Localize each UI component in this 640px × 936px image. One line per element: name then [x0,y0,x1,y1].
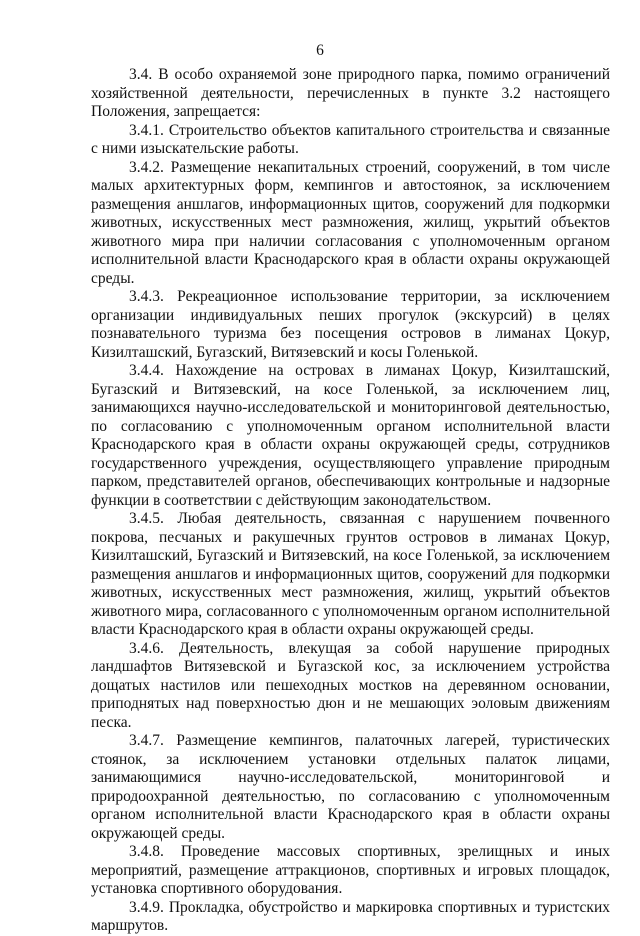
paragraph-3-4-1: 3.4.1. Строительство объектов капитального строительства и связанные с ними изыскательские работы. [91,121,610,157]
paragraph-3-4: 3.4. В особо охраняемой зоне природного парка, помимо ограничений хозяйственной деятельности, перечисленных в пункте 3.2 настоящего Положения, запрещается: [91,66,610,120]
paragraph-3-4-9: 3.4.9. Прокладка, обустройство и маркировка спортивных и туристских маршрутов. [91,898,610,934]
page-number: 6 [316,42,324,59]
paragraph-3-4-2: 3.4.2. Размещение некапитальных строений, сооружений, в том числе малых архитектурных форм, кемпингов и автостоянок, за исключением размещения аншлагов, информационных щитов, сооружений для подкормки животных, искусственных мест размножения, жилищ, укрытий объектов животного мира при наличии согласования с уполномоченным органом исполнительной власти Краснодарского края в области охраны окружающей среды. [91,158,610,287]
paragraph-3-4-6: 3.4.6. Деятельность, влекущая за собой нарушение природных ландшафтов Витязевской и Бугазской кос, за исключением устройства дощатых настилов или пешеходных мостков на деревянном основании, приподнятых над поверхностью дюн и не мешающих эоловым движениям песка. [91,639,610,731]
paragraph-3-4-5: 3.4.5. Любая деятельность, связанная с нарушением почвенного покрова, песчаных и ракушечных грунтов островов в лиманах Цокур, Кизилташский, Бугазский и Витязевский, на косе Голенькой, за исключением размещения аншлагов и информационных щитов, сооружений для подкормки животных, искусственных мест размножения, жилищ, укрытий объектов животного мира, согласованного с уполномоченным органом исполнительной власти Краснодарского края в области охраны окружающей среды. [91,510,610,638]
paragraph-3-4-4: 3.4.4. Нахождение на островах в лиманах Цокур, Кизилташский, Бугазский и Витязевский, на косе Голенькой, за исключением лиц, занимающихся научно-исследовательской и мониторинговой деятельностью, по согласованию с уполномоченным органом исполнительной власти Краснодарского края в области охраны окружающей среды, сотрудников государственного учреждения, осуществляющего управление природным парком, представителей органов, обеспечивающих контрольные и надзорные функции в соответствии с действующим законодательством. [91,362,610,509]
paragraph-3-4-8: 3.4.8. Проведение массовых спортивных, зрелищных и иных мероприятий, размещение аттракционов, спортивных и игровых площадок, установка спортивного оборудования. [91,843,610,897]
paragraph-3-4-7: 3.4.7. Размещение кемпингов, палаточных лагерей, туристических стоянок, за исключением установки отдельных палаток лицами, занимающимися научно-исследовательской, мониторинговой и природоохранной деятельностью, по согласованию с уполномоченным органом исполнительной власти Краснодарского края в области охраны окружающей среды. [91,732,610,842]
document-body [91,66,610,936]
paragraph-3-4-3: 3.4.3. Рекреационное использование территории, за исключением организации индивидуальных пеших прогулок (экскурсий) в целях познавательного туризма без посещения островов в лиманах Цокур, Кизилташский, Бугазский, Витязевский и косы Голенькой. [91,288,610,361]
